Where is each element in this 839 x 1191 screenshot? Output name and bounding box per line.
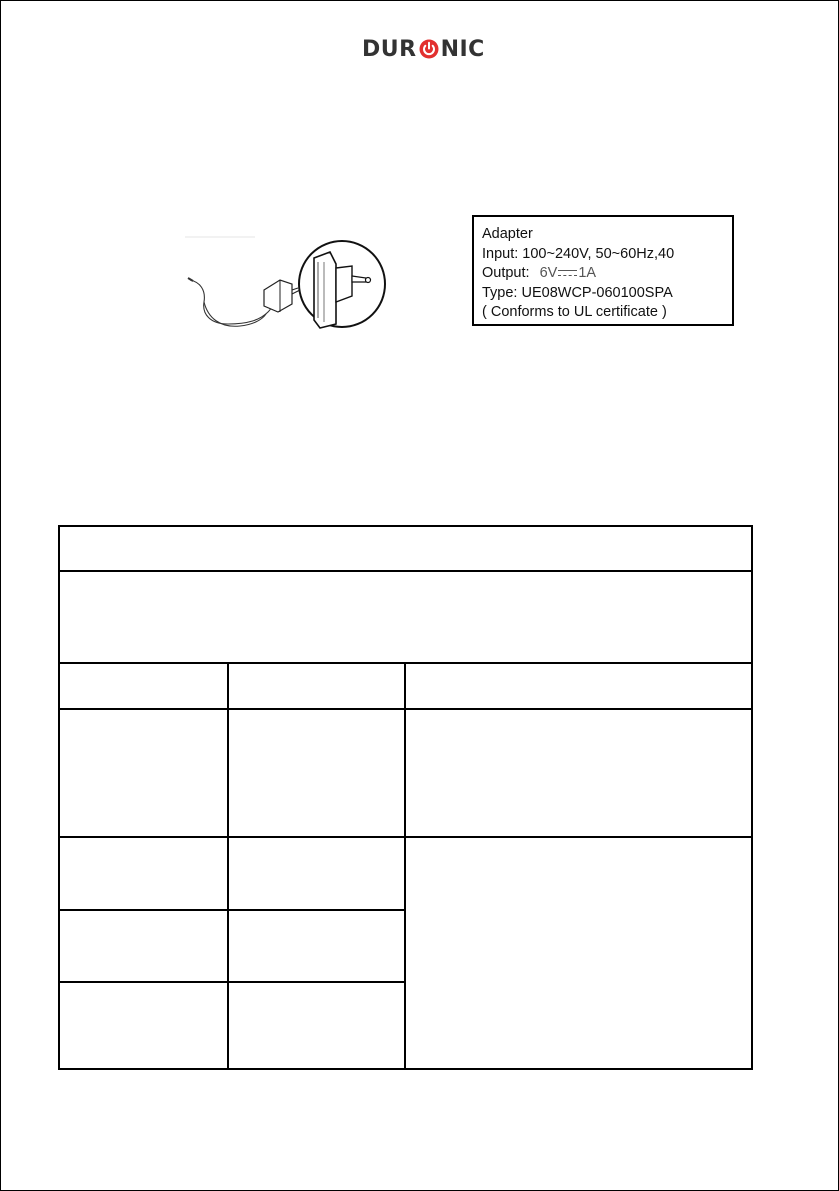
spec-output — [482, 264, 724, 284]
table-line-right — [751, 525, 753, 1070]
spec-output-label: Output: — [482, 265, 530, 281]
table-line-left — [58, 525, 60, 1070]
spec-type: Type: UE08WCP-060100SPA — [482, 284, 673, 301]
spec-title: Adapter — [482, 226, 533, 242]
table-line-row5 — [58, 909, 406, 911]
empty-spec-table — [58, 525, 753, 1070]
table-line-col2 — [404, 662, 406, 1070]
table-line-col1 — [227, 662, 229, 1070]
adapter-spec-box — [472, 215, 734, 326]
table-line-top — [58, 525, 753, 527]
duronic-logo — [362, 36, 485, 62]
logo-text-right: NIC — [440, 36, 485, 62]
spec-conformance: ( Conforms to UL certificate ) — [482, 304, 667, 320]
spec-input: Input: 100~240V, 50~60Hz,40 — [482, 245, 675, 262]
table-line-row1 — [58, 570, 753, 572]
logo-text-left: DUR — [362, 36, 417, 62]
spec-output-value — [540, 264, 597, 284]
spec-output-current: 1A — [578, 265, 597, 281]
dc-symbol-icon — [558, 268, 577, 278]
power-adapter-illustration — [180, 232, 390, 352]
spec-output-voltage: 6V — [539, 265, 558, 281]
table-line-row6 — [58, 981, 406, 983]
logo-power-icon — [419, 39, 439, 59]
